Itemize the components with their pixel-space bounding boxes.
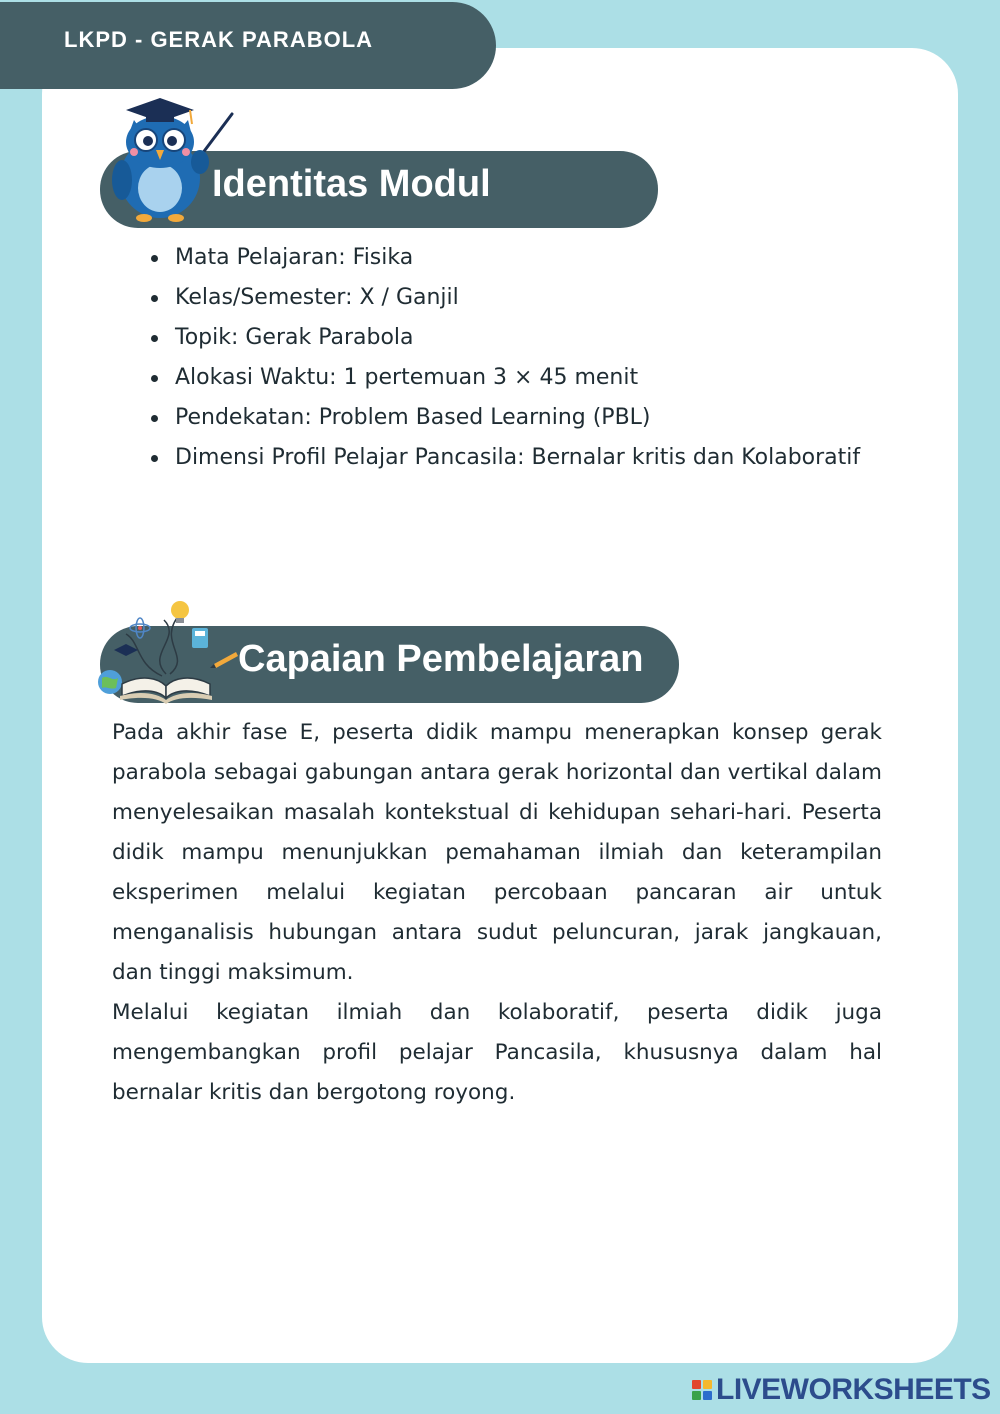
open-book-science-icon — [96, 598, 238, 704]
identity-item-approach: Pendekatan: Problem Based Learning (PBL) — [175, 398, 860, 438]
liveworksheets-watermark — [692, 1374, 991, 1406]
identity-item-class: Kelas/Semester: X / Ganjil — [175, 278, 860, 318]
liveworksheets-logo-icon — [692, 1380, 712, 1400]
identity-item-profile: Dimensi Profil Pelajar Pancasila: Bernalar kritis dan Kolaboratif — [175, 438, 860, 478]
identity-item-topic: Topik: Gerak Parabola — [175, 318, 860, 358]
learning-outcomes-text — [112, 713, 882, 1113]
identity-item-time: Alokasi Waktu: 1 pertemuan 3 × 45 menit — [175, 358, 860, 398]
learning-outcomes-paragraph-1: Pada akhir fase E, peserta didik mampu menerapkan konsep gerak parabola sebagai gabungan antara gerak horizontal dan vertikal dalam menyelesaikan masalah kontekstual di kehidupan sehari-hari. Peserta didik mampu menunjukkan pemahaman ilmiah dan keterampilan eksperimen melalui kegiatan percobaan pancaran air untuk menganalisis hubungan antara sudut peluncuran, jarak jangkauan, dan tinggi maksimum. — [112, 720, 882, 985]
owl-teacher-icon — [104, 96, 244, 224]
identity-list — [175, 238, 860, 478]
watermark-text: LIVEWORKSHEETS — [716, 1373, 991, 1406]
identity-title: Identitas Modul — [212, 163, 491, 205]
header-tab — [0, 2, 496, 89]
learning-outcomes-paragraph-2: Melalui kegiatan ilmiah dan kolaboratif, peserta didik juga mengembangkan profil pelajar Pancasila, khususnya dalam hal bernalar kritis dan bergotong royong. — [112, 1000, 882, 1105]
identity-item-subject: Mata Pelajaran: Fisika — [175, 238, 860, 278]
header-tab-label: LKPD - GERAK PARABOLA — [64, 27, 374, 52]
learning-outcomes-title: Capaian Pembelajaran — [238, 638, 644, 680]
